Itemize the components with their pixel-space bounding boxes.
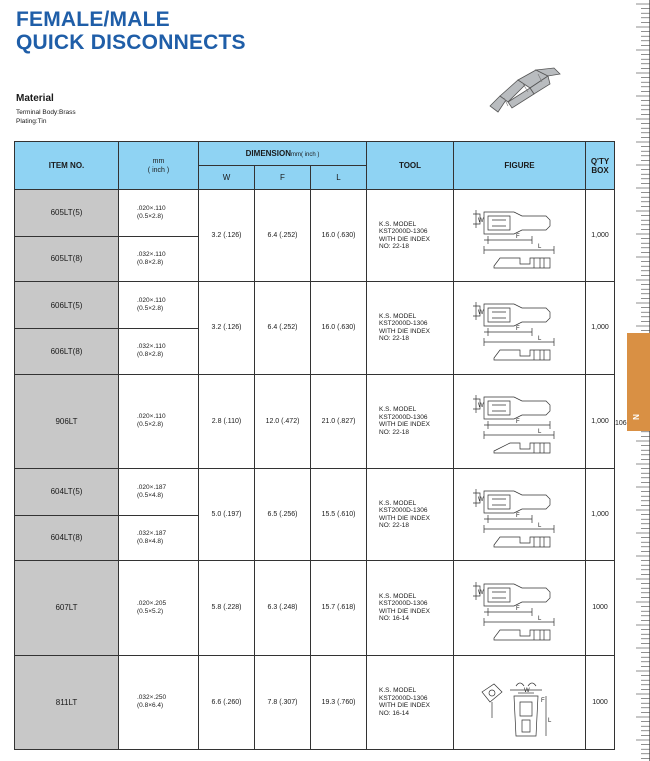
figure-label-l: L xyxy=(537,429,541,436)
wire-size xyxy=(119,515,199,561)
tool-line: WITH DIE INDEX xyxy=(379,421,430,429)
title-line-2: QUICK DISCONNECTS xyxy=(16,31,246,54)
wire-size-mm: (0.5×2.8) xyxy=(137,421,164,429)
tool-spec xyxy=(367,655,454,749)
tool-line: K.S. MODEL xyxy=(379,220,417,228)
tool-line: WITH DIE INDEX xyxy=(379,514,430,522)
figure-label-f: F xyxy=(515,419,520,426)
qty-per-box: 1,000 xyxy=(586,468,615,560)
wire-size-inch: .032×.110 xyxy=(137,343,166,351)
table-row xyxy=(15,655,615,749)
terminal-figure xyxy=(454,468,586,560)
dimension-l: 21.0 (.827) xyxy=(311,374,367,468)
dimension-f: 12.0 (.472) xyxy=(255,374,311,468)
header-l: L xyxy=(311,166,367,190)
dimension-f: 6.3 (.248) xyxy=(255,561,311,655)
dimension-w: 3.2 (.126) xyxy=(199,282,255,374)
tool-line: WITH DIE INDEX xyxy=(379,327,430,335)
dimension-w: 2.8 (.110) xyxy=(199,374,255,468)
dimension-f: 6.4 (.252) xyxy=(255,282,311,374)
tool-line: NO: 16-14 xyxy=(379,615,410,623)
tool-line: NO: 22-18 xyxy=(379,243,410,251)
figure-label-f: F xyxy=(540,698,545,705)
tool-spec xyxy=(367,190,454,282)
qty-per-box: 1,000 xyxy=(586,374,615,468)
tool-line: KST2000D-1306 xyxy=(379,600,428,608)
figure-label-w: W xyxy=(477,309,484,316)
table-row xyxy=(15,468,615,515)
terminal-figure xyxy=(454,282,586,374)
page-number: 106 xyxy=(615,420,627,427)
item-number: 605LT(5) xyxy=(15,190,119,237)
terminal-drawing xyxy=(470,475,570,555)
tool-line: KST2000D-1306 xyxy=(379,694,428,702)
tool-line: NO: 22-18 xyxy=(379,428,410,436)
tool-line: K.S. MODEL xyxy=(379,312,417,320)
figure-label-l: L xyxy=(537,335,541,342)
page-title xyxy=(16,8,246,54)
header-figure: FIGURE xyxy=(454,142,586,190)
dimension-l: 15.5 (.610) xyxy=(311,468,367,560)
item-number: 606LT(5) xyxy=(15,282,119,329)
terminal-drawing xyxy=(470,381,570,461)
spec-table-container xyxy=(14,141,614,750)
qty-per-box: 1,000 xyxy=(586,282,615,374)
qty-per-box: 1000 xyxy=(586,655,615,749)
wire-size xyxy=(119,468,199,515)
item-number: 606LT(8) xyxy=(15,328,119,374)
item-number: 605LT(8) xyxy=(15,236,119,282)
figure-label-f: F xyxy=(515,233,520,240)
material-heading: Material xyxy=(16,93,54,104)
tool-spec xyxy=(367,561,454,655)
wire-size-mm: (0.8×2.8) xyxy=(137,258,164,266)
terminal-figure xyxy=(454,374,586,468)
tool-line: KST2000D-1306 xyxy=(379,507,428,515)
material-body: Terminal Body:Brass xyxy=(16,109,76,116)
dimension-w: 3.2 (.126) xyxy=(199,190,255,282)
tool-line: WITH DIE INDEX xyxy=(379,702,430,710)
item-number: 604LT(8) xyxy=(15,515,119,561)
header-item-no: ITEM NO. xyxy=(15,142,119,190)
title-line-1: FEMALE/MALE xyxy=(16,8,170,31)
header-mm: mm xyxy=(152,157,165,165)
figure-label-l: L xyxy=(547,718,551,725)
figure-label-w: W xyxy=(477,217,484,224)
terminal-drawing xyxy=(470,196,570,276)
figure-label-w: W xyxy=(477,496,484,503)
tool-line: NO: 16-14 xyxy=(379,709,410,717)
tool-line: NO: 22-18 xyxy=(379,522,410,530)
wire-size-inch: .032×.110 xyxy=(137,250,166,258)
wire-size xyxy=(119,236,199,282)
terminal-drawing xyxy=(470,568,570,648)
wire-size-inch: .020×.187 xyxy=(137,483,167,491)
item-number: 811LT xyxy=(15,655,119,749)
wire-size-mm: (0.5×2.8) xyxy=(137,212,164,220)
tool-spec xyxy=(367,374,454,468)
wire-size-inch: .020×.110 xyxy=(137,297,166,305)
terminal-drawing xyxy=(470,288,570,368)
dimension-l: 16.0 (.630) xyxy=(311,282,367,374)
header-box: BOX xyxy=(591,165,609,175)
wire-size-mm: (0.5×2.8) xyxy=(137,305,164,313)
wire-size-inch: .020×.110 xyxy=(137,413,166,421)
tool-spec xyxy=(367,282,454,374)
terminal-figure xyxy=(454,655,586,749)
dimension-f: 6.4 (.252) xyxy=(255,190,311,282)
qty-per-box: 1,000 xyxy=(586,190,615,282)
dimension-w: 5.0 (.197) xyxy=(199,468,255,560)
header-f: F xyxy=(255,166,311,190)
figure-label-l: L xyxy=(537,522,541,529)
material-section xyxy=(16,93,76,126)
tool-line: KST2000D-1306 xyxy=(379,228,428,236)
tool-spec xyxy=(367,468,454,560)
terminal-figure xyxy=(454,561,586,655)
table-row xyxy=(15,561,615,655)
wire-size xyxy=(119,655,199,749)
wire-size-inch: .032×.187 xyxy=(137,529,167,537)
wire-size-mm: (0.5×4.8) xyxy=(137,491,164,499)
table-row xyxy=(15,374,615,468)
item-number: 607LT xyxy=(15,561,119,655)
spec-table-body xyxy=(15,190,615,750)
wire-size-mm: (0.5×5.2) xyxy=(137,607,164,615)
figure-label-l: L xyxy=(537,615,541,622)
spec-table xyxy=(14,141,615,750)
header-inch: ( inch ) xyxy=(147,166,170,174)
table-row xyxy=(15,190,615,237)
header-tool: TOOL xyxy=(367,142,454,190)
wire-size-mm: (0.8×6.4) xyxy=(137,702,164,710)
wire-size-mm: (0.8×2.8) xyxy=(137,351,164,359)
header-dimension xyxy=(199,142,367,166)
header-qty-box xyxy=(586,142,615,190)
figure-label-f: F xyxy=(515,605,520,612)
wire-size-mm: (0.8×4.8) xyxy=(137,537,164,545)
tool-line: K.S. MODEL xyxy=(379,499,417,507)
wire-size-inch: .020×.205 xyxy=(137,599,167,607)
header-w: W xyxy=(199,166,255,190)
tool-line: K.S. MODEL xyxy=(379,592,417,600)
wire-size xyxy=(119,282,199,329)
section-tab-letter: N xyxy=(632,414,641,420)
figure-label-f: F xyxy=(515,325,520,332)
figure-label-f: F xyxy=(515,512,520,519)
wire-size-inch: .032×.250 xyxy=(137,694,167,702)
figure-label-w: W xyxy=(523,688,530,695)
wire-size xyxy=(119,190,199,237)
header-mm-inch xyxy=(119,142,199,190)
dimension-l: 15.7 (.618) xyxy=(311,561,367,655)
wire-size xyxy=(119,561,199,655)
tool-line: KST2000D-1306 xyxy=(379,320,428,328)
tool-line: K.S. MODEL xyxy=(379,687,417,695)
dimension-f: 7.8 (.307) xyxy=(255,655,311,749)
table-row xyxy=(15,282,615,329)
header-dimension-unit: mm( inch ) xyxy=(291,152,320,158)
terminal-drawing xyxy=(470,662,570,742)
figure-label-w: W xyxy=(477,589,484,596)
header-qty: Q'TY xyxy=(590,156,610,166)
tool-line: WITH DIE INDEX xyxy=(379,607,430,615)
tool-line: NO: 22-18 xyxy=(379,335,410,343)
wire-size xyxy=(119,328,199,374)
figure-label-l: L xyxy=(537,243,541,250)
dimension-w: 5.8 (.228) xyxy=(199,561,255,655)
header-dimension-label: DIMENSION xyxy=(245,149,291,158)
wire-size-inch: .020×.110 xyxy=(137,204,166,212)
dimension-l: 16.0 (.630) xyxy=(311,190,367,282)
tool-line: K.S. MODEL xyxy=(379,406,417,414)
tool-line: KST2000D-1306 xyxy=(379,413,428,421)
wire-size xyxy=(119,374,199,468)
qty-per-box: 1000 xyxy=(586,561,615,655)
dimension-w: 6.6 (.260) xyxy=(199,655,255,749)
item-number: 906LT xyxy=(15,374,119,468)
terminal-product-image xyxy=(486,66,564,118)
tool-line: WITH DIE INDEX xyxy=(379,235,430,243)
item-number: 604LT(5) xyxy=(15,468,119,515)
dimension-l: 19.3 (.760) xyxy=(311,655,367,749)
terminal-figure xyxy=(454,190,586,282)
material-plating: Plating:Tin xyxy=(16,118,47,125)
dimension-f: 6.5 (.256) xyxy=(255,468,311,560)
figure-label-w: W xyxy=(477,403,484,410)
